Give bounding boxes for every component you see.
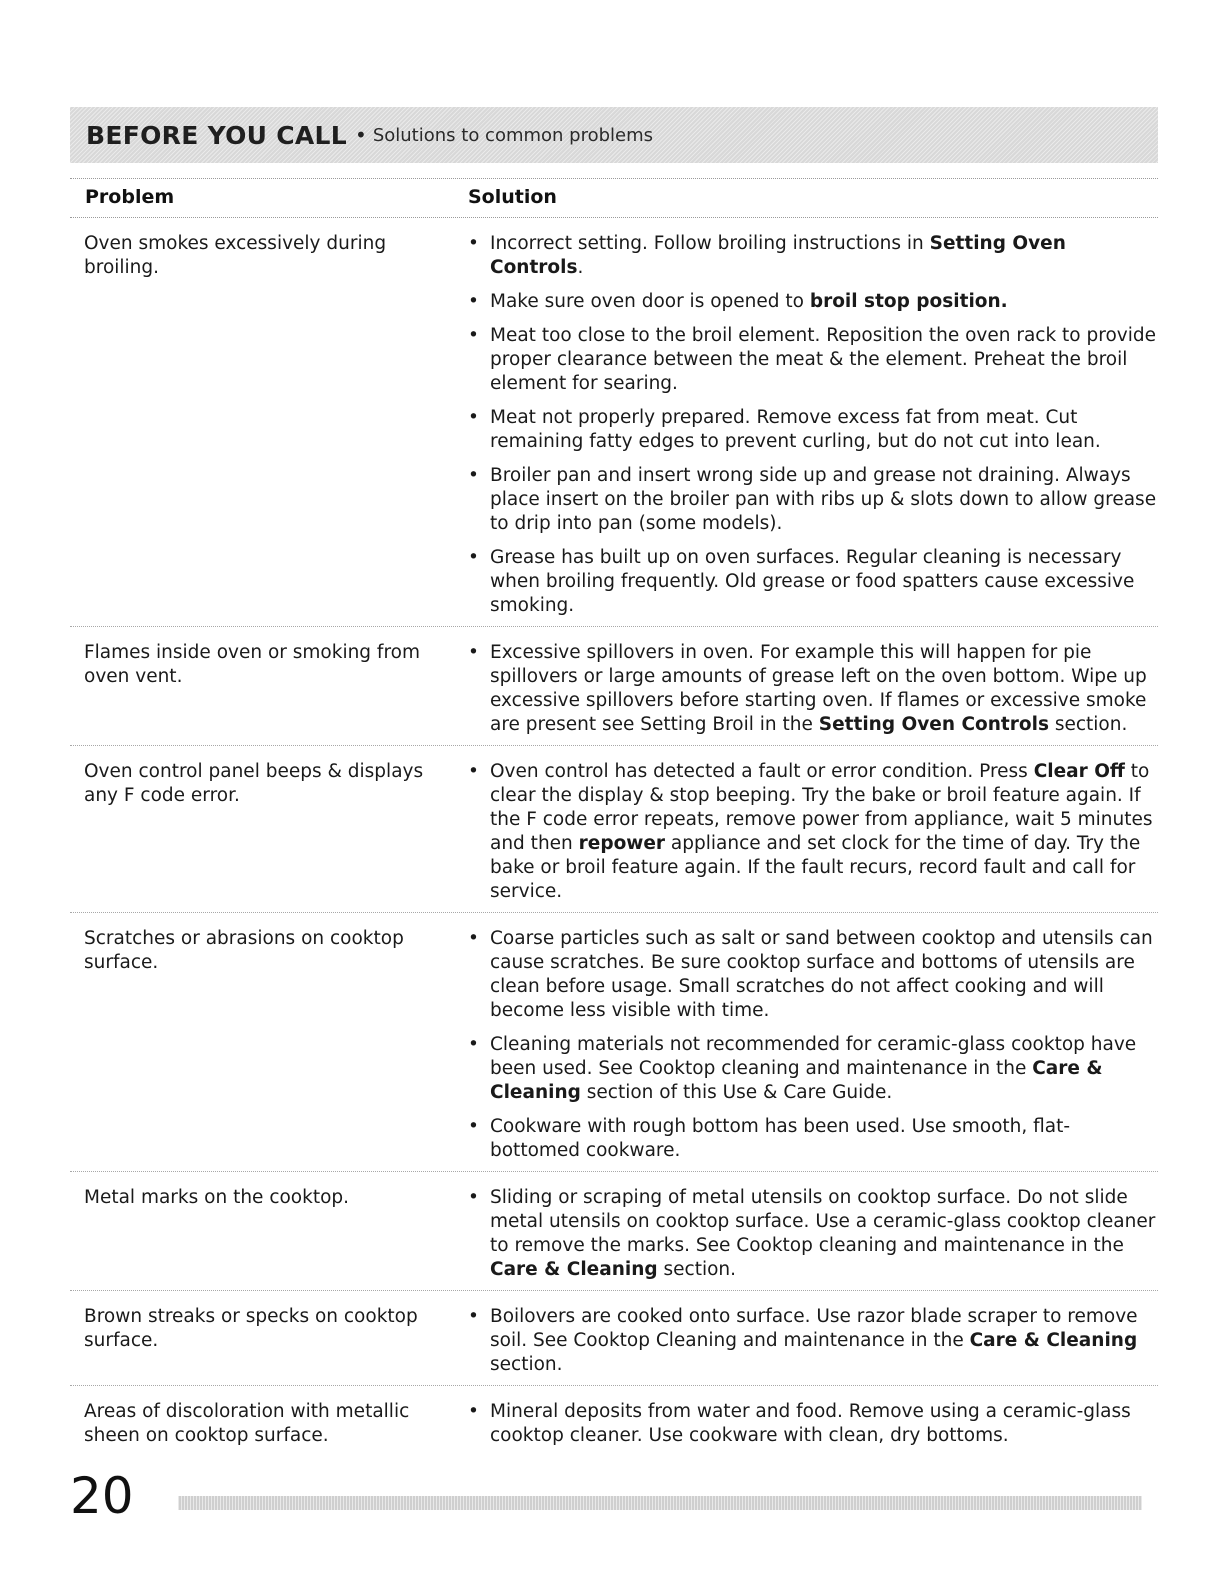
solution-item (468, 1033, 1158, 1105)
solution-emphasis: repower (578, 833, 666, 854)
solution-text: Broiler pan and insert wrong side up and grease not draining. Always place insert on the broiler pan with ribs up & slots down to allow grease to drip into pan (some models). (490, 465, 1157, 534)
section-banner (70, 107, 1158, 163)
solution-emphasis: Setting Oven Controls (818, 714, 1049, 735)
bullet-icon: • (468, 233, 479, 254)
bullet-icon: • (468, 291, 479, 312)
solution-list (468, 1172, 1158, 1290)
column-header-solution: Solution (468, 186, 557, 208)
section-subtitle: Solutions to common problems (372, 124, 654, 146)
solution-emphasis: Care & Cleaning (969, 1330, 1138, 1351)
solution-item (468, 406, 1158, 454)
solution-text: Cookware with rough bottom has been used. Use smooth, flat-bottomed cookware. (490, 1116, 1071, 1161)
solution-list (468, 1386, 1158, 1456)
solution-text: Mineral deposits from water and food. Remove using a ceramic-glass cooktop cleaner. Use cookware with clean, dry bottoms. (490, 1401, 1131, 1446)
solution-text: Boilovers are cooked onto surface. Use razor blade scraper to remove soil. See Cooktop Cleaning and maintenance in the (490, 1306, 1138, 1351)
table-row (70, 1172, 1158, 1291)
footer-decorative-bar (178, 1496, 1142, 1510)
solution-item (468, 641, 1158, 737)
solution-list (468, 627, 1158, 745)
solution-text: Meat not properly prepared. Remove excess fat from meat. Cut remaining fatty edges to prevent curling, but do not cut into lean. (490, 407, 1101, 452)
bullet-icon: • (468, 407, 479, 428)
solution-item (468, 1305, 1158, 1377)
solution-text: section. (1048, 714, 1128, 735)
table-row (70, 1386, 1158, 1456)
problem-text: Oven smokes excessively during broiling. (84, 233, 387, 278)
solution-text: Cleaning materials not recommended for ceramic-glass cooktop have been used. See Cooktop cleaning and maintenance in the (490, 1034, 1137, 1079)
solution-list (468, 218, 1158, 626)
solution-text: section of this Use & Care Guide. (580, 1082, 893, 1103)
header-top-rule (70, 178, 1158, 179)
solution-item (468, 232, 1158, 280)
solution-list (468, 913, 1158, 1171)
bullet-icon: • (468, 642, 479, 663)
problem-text: Metal marks on the cooktop. (84, 1187, 350, 1208)
solution-emphasis: Clear Off (1033, 761, 1125, 782)
solution-item (468, 760, 1158, 904)
solution-text: Coarse particles such as salt or sand between cooktop and utensils can cause scratches. Be sure cooktop surface and bottoms of utensils are clean before usage. Small scratches do not affect cooking and will become less visible with time. (490, 928, 1153, 1021)
bullet-icon: • (468, 928, 479, 949)
solution-text: Grease has built up on oven surfaces. Regular cleaning is necessary when broiling frequently. Old grease or food spatters cause excessive smoking. (490, 547, 1135, 616)
solution-item (468, 1115, 1158, 1163)
problem-text: Areas of discoloration with metallic sheen on cooktop surface. (84, 1401, 410, 1446)
problem-text: Oven control panel beeps & displays any F code error. (84, 761, 424, 806)
solution-text: to clear the display & stop beeping. Try the bake or broil feature again. If the F code error repeats, remove power from appliance, wait 5 minutes and then (490, 761, 1153, 854)
solution-list (468, 1291, 1158, 1385)
solution-item (468, 927, 1158, 1023)
bullet-icon: • (468, 1034, 479, 1055)
solution-emphasis: Setting Oven Controls (490, 233, 1066, 278)
problem-text: Brown streaks or specks on cooktop surface. (84, 1306, 418, 1351)
solution-text: . (577, 257, 584, 278)
solution-text: Meat too close to the broil element. Reposition the oven rack to provide proper clearance between the meat & the element. Preheat the broil element for searing. (490, 325, 1156, 394)
solution-emphasis: Care & Cleaning (490, 1259, 658, 1280)
solution-text: section. (657, 1259, 737, 1280)
bullet-icon: • (468, 1187, 479, 1208)
solution-list (468, 746, 1158, 912)
solution-emphasis: broil stop position. (809, 291, 1008, 312)
title-separator: • (355, 123, 367, 147)
troubleshooting-table (70, 218, 1158, 1456)
solution-item (468, 464, 1158, 536)
solution-text: Oven control has detected a fault or error condition. Press (490, 761, 1034, 782)
section-title: BEFORE YOU CALL (86, 120, 348, 150)
table-row (70, 913, 1158, 1172)
column-header-problem: Problem (85, 186, 175, 208)
solution-item (468, 546, 1158, 618)
bullet-icon: • (468, 1116, 479, 1137)
solution-item (468, 290, 1158, 314)
bullet-icon: • (468, 325, 479, 346)
solution-text: Sliding or scraping of metal utensils on cooktop surface. Do not slide metal utensils on cooktop surface. Use a ceramic-glass cooktop cleaner to remove the marks. See Cooktop cleaning and maintenance in the (490, 1187, 1156, 1256)
solution-text: Incorrect setting. Follow broiling instructions in (490, 233, 930, 254)
page-number: 20 (70, 1467, 134, 1525)
solution-text: Excessive spillovers in oven. For example this will happen for pie spillovers or large amounts of grease left on the oven bottom. Wipe up excessive spillovers before starting oven. If flames or excessive smoke are present see Setting Broil in the (490, 642, 1147, 735)
solution-emphasis: Care & Cleaning (490, 1058, 1103, 1103)
bullet-icon: • (468, 761, 479, 782)
table-row (70, 627, 1158, 746)
solution-text: appliance and set clock for the time of day. Try the bake or broil feature again. If the fault recurs, record fault and call for service. (490, 833, 1141, 902)
problem-text: Flames inside oven or smoking from oven vent. (84, 642, 420, 687)
bullet-icon: • (468, 1306, 479, 1327)
problem-text: Scratches or abrasions on cooktop surface. (84, 928, 404, 973)
table-row (70, 746, 1158, 913)
bullet-icon: • (468, 465, 479, 486)
solution-text: section. (490, 1354, 563, 1375)
bullet-icon: • (468, 547, 479, 568)
solution-item (468, 324, 1158, 396)
bullet-icon: • (468, 1401, 479, 1422)
solution-item (468, 1400, 1158, 1448)
solution-item (468, 1186, 1158, 1282)
table-row (70, 1291, 1158, 1386)
table-row (70, 218, 1158, 627)
solution-text: Make sure oven door is opened to (490, 291, 810, 312)
